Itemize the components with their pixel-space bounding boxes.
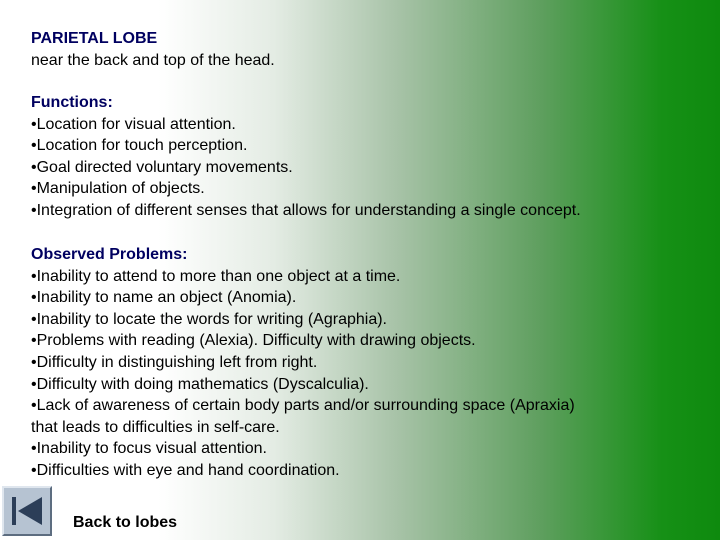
first-slide-button[interactable] xyxy=(2,486,52,536)
problem-item: •Difficulty in distinguishing left from right. xyxy=(31,353,318,371)
title-block xyxy=(31,28,275,71)
function-item: •Integration of different senses that allows for understanding a single concept. xyxy=(31,201,581,219)
functions-section xyxy=(31,92,581,222)
page-title: PARIETAL LOBE xyxy=(31,30,158,47)
problem-item: •Difficulty with doing mathematics (Dyscalculia). xyxy=(31,375,369,393)
problem-item-continuation: that leads to difficulties in self-care. xyxy=(31,418,280,436)
problem-item: •Inability to attend to more than one object at a time. xyxy=(31,267,401,285)
function-item: •Location for visual attention. xyxy=(31,115,236,133)
page-subtitle: near the back and top of the head. xyxy=(31,51,275,69)
problem-item: •Difficulties with eye and hand coordination. xyxy=(31,461,340,479)
first-slide-icon xyxy=(4,488,50,534)
problem-item: •Problems with reading (Alexia). Difficulty with drawing objects. xyxy=(31,332,476,350)
problem-item: •Inability to locate the words for writing (Agraphia). xyxy=(31,310,387,328)
problems-section xyxy=(31,244,575,482)
function-item: •Goal directed voluntary movements. xyxy=(31,158,293,176)
function-item: •Manipulation of objects. xyxy=(31,180,205,198)
functions-heading: Functions: xyxy=(31,94,113,111)
back-to-lobes-link[interactable]: Back to lobes xyxy=(73,514,178,531)
problem-item: •Lack of awareness of certain body parts and/or surrounding space (Apraxia) xyxy=(31,397,575,415)
problems-heading: Observed Problems: xyxy=(31,246,188,263)
function-item: •Location for touch perception. xyxy=(31,137,248,155)
problem-item: •Inability to focus visual attention. xyxy=(31,440,267,458)
problem-item: •Inability to name an object (Anomia). xyxy=(31,289,297,307)
